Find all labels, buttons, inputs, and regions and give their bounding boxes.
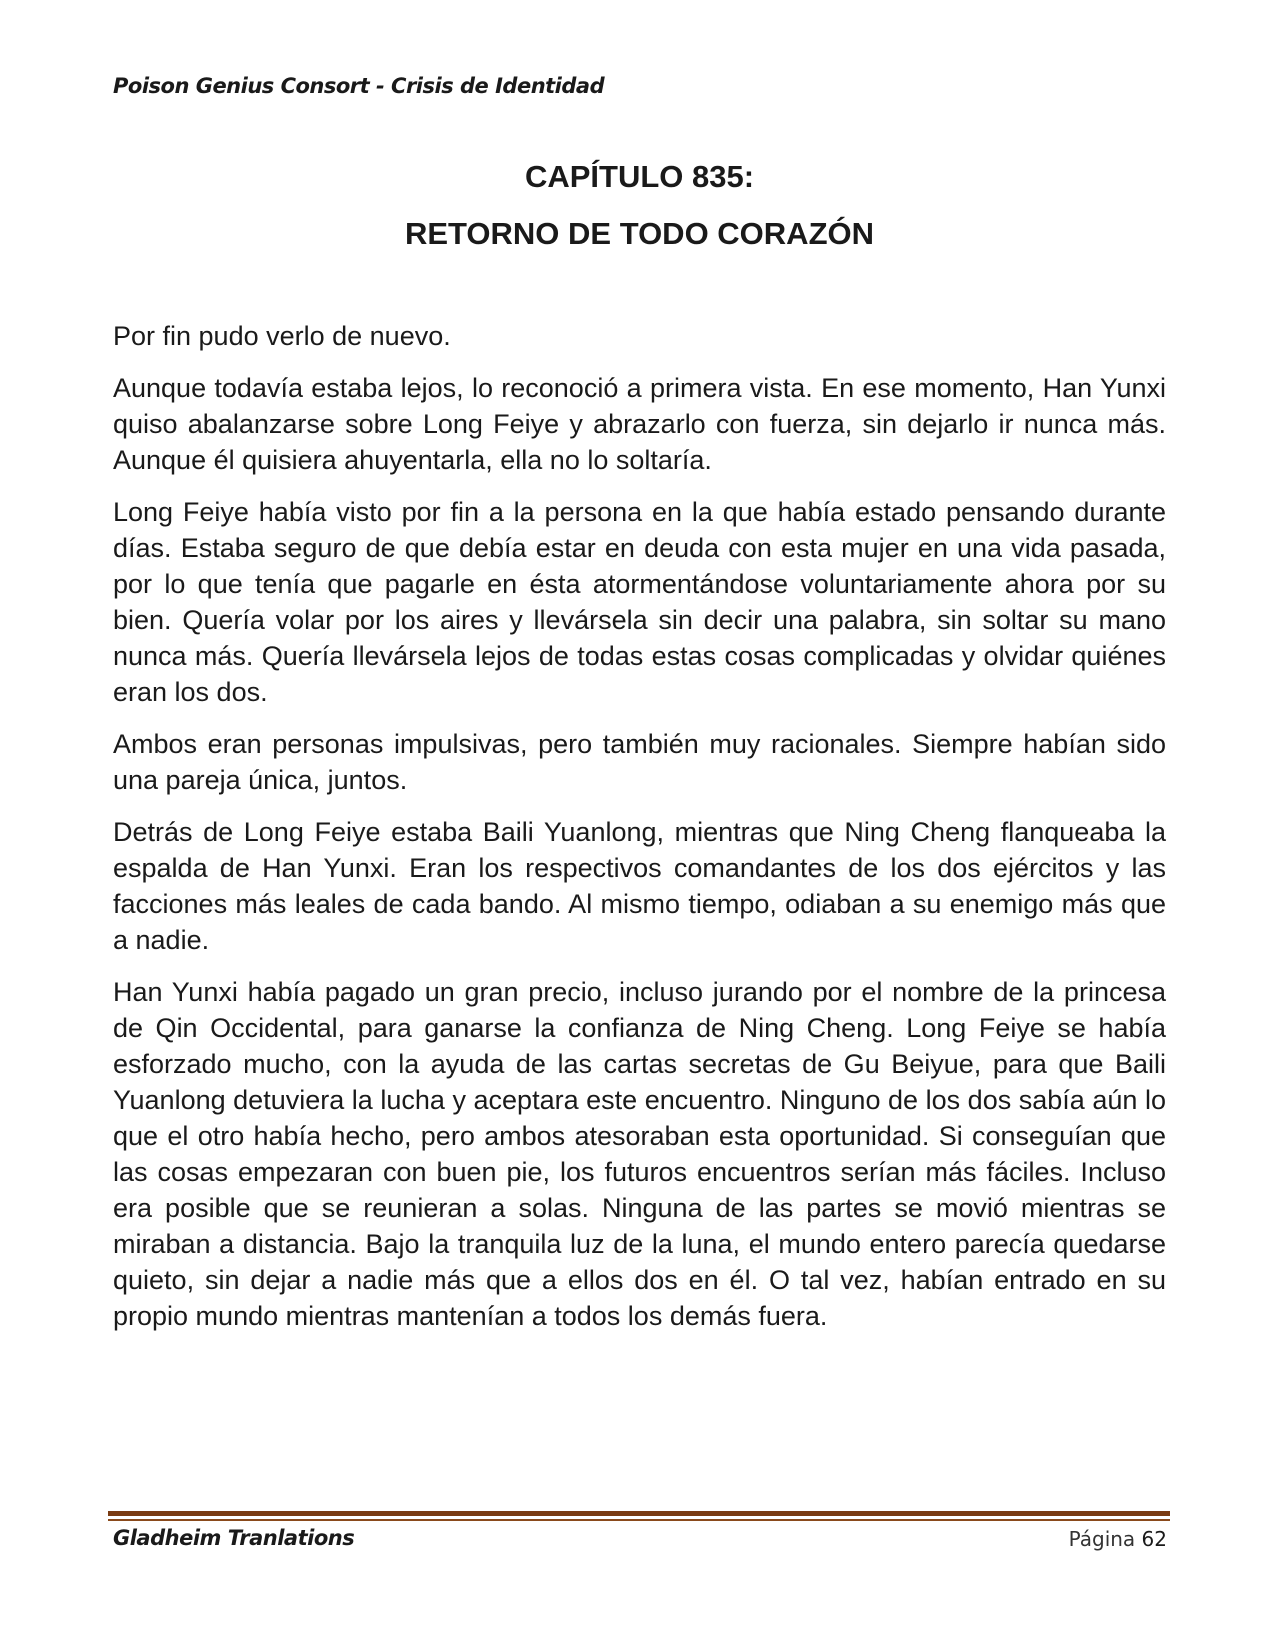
page-label: Página	[1068, 1527, 1136, 1551]
paragraph: Por fin pudo verlo de nuevo.	[113, 321, 451, 351]
chapter-body	[113, 318, 1166, 1350]
running-header-title: Poison Genius Consort - Crisis de Identidad	[113, 74, 605, 98]
chapter-number: CAPÍTULO 835:	[524, 159, 755, 194]
chapter-title	[113, 148, 1166, 262]
paragraph: Detrás de Long Feiye estaba Baili Yuanlong, mientras que Ning Cheng flanqueaba la espalda de Han Yunxi. Eran los respectivos comandantes de los dos ejércitos y las facciones más leales de cada bando. Al mismo tiempo, odiaban a su enemigo más que a nadie.	[113, 817, 1166, 955]
paragraph: Han Yunxi había pagado un gran precio, incluso jurando por el nombre de la princesa de Qin Occidental, para ganarse la confianza de Ning Cheng. Long Feiye se había esforzado mucho, con la ayuda de las cartas secretas de Gu Beiyue, para que Baili Yuanlong detuviera la lucha y aceptara este encuentro. Ninguno de los dos sabía aún lo que el otro había hecho, pero ambos atesoraban esta oportunidad. Si conseguían que las cosas empezaran con buen pie, los futuros encuentros serían más fáciles. Incluso era posible que se reunieran a solas. Ninguna de las partes se movió mientras se miraban a distancia. Bajo la tranquila luz de la luna, el mundo entero parecía quedarse quieto, sin dejar a nadie más que a ellos dos en él. O tal vez, habían entrado en su propio mundo mientras mantenían a todos los demás fuera.	[113, 977, 1166, 1331]
footer-divider-thick	[108, 1511, 1170, 1516]
paragraph: Aunque todavía estaba lejos, lo reconoció a primera vista. En ese momento, Han Yunxi quiso abalanzarse sobre Long Feiye y abrazarlo con fuerza, sin dejarlo ir nunca más. Aunque él quisiera ahuyentarla, ella no lo soltaría.	[113, 373, 1166, 475]
chapter-name: RETORNO DE TODO CORAZÓN	[404, 216, 875, 251]
page-number: 62	[1141, 1527, 1167, 1551]
footer-publisher: Gladheim Tranlations	[113, 1526, 355, 1550]
footer-page-indicator	[1069, 1527, 1167, 1551]
footer-divider-thin	[108, 1519, 1170, 1521]
paragraph: Long Feiye había visto por fin a la persona en la que había estado pensando durante días. Estaba seguro de que debía estar en deuda con esta mujer en una vida pasada, por lo que tenía que pagarle en ésta atormentándose voluntariamente ahora por su bien. Quería volar por los aires y llevársela sin decir una palabra, sin soltar su mano nunca más. Quería llevársela lejos de todas estas cosas complicadas y olvidar quiénes eran los dos.	[113, 497, 1166, 707]
paragraph: Ambos eran personas impulsivas, pero también muy racionales. Siempre habían sido una pareja única, juntos.	[113, 729, 1166, 795]
footer-divider	[108, 1511, 1170, 1521]
